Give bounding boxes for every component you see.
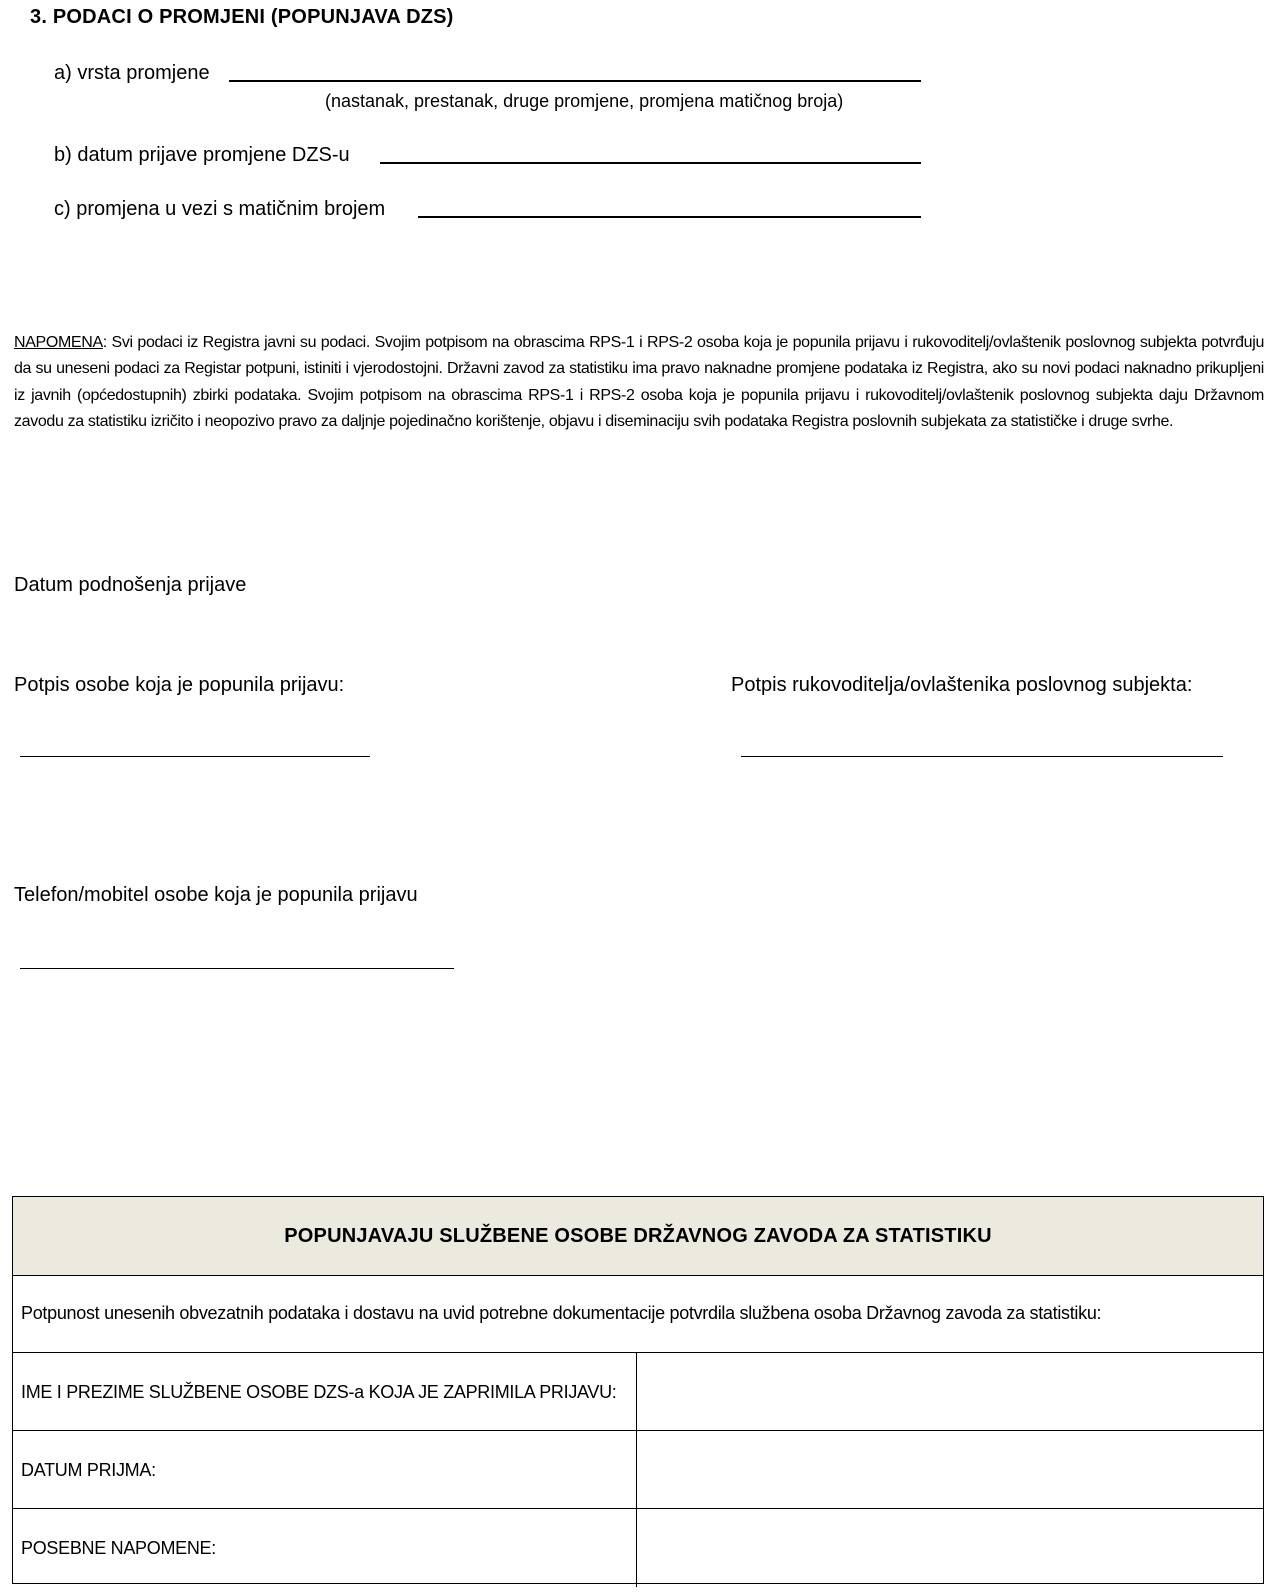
official-use-heading: POPUNJAVAJU SLUŽBENE OSOBE DRŽAVNOG ZAVODA ZA STATISTIKU [13, 1197, 1263, 1276]
phone-field[interactable] [20, 968, 454, 969]
legal-note [14, 330, 1264, 435]
section-3-title: 3. PODACI O PROMJENI (POPUNJAVA DZS) [30, 6, 454, 28]
change-type-field[interactable] [229, 80, 921, 82]
change-type-label: a) vrsta promjene [54, 62, 210, 84]
change-type-hint: (nastanak, prestanak, druge promjene, promjena matičnog broja) [325, 91, 844, 111]
note-text: : Svi podaci iz Registra javni su podaci. Svojim potpisom na obrascima RPS-1 i RPS-2 osoba koja je popunila prijavu i rukovoditelj/ovlaštenik poslovnog subjekta potvrđuju da su uneseni podaci za Registar potpuni, istiniti i vjerodostojni. Državni zavod za statistiku ima pravo naknadne promjene podataka iz Registra, ako su novi podaci naknadno prikupljeni iz javnih (općedostupnih) zbirki podataka. Svojim potpisom na obrascima RPS-1 i RPS-2 osoba koja je popunila prijavu i rukovoditelj/ovlaštenik poslovnog subjekta daju Državnom zavodu za statistiku izričito i neopozivo pravo za daljnje pojedinačno korištenje, objavu i diseminaciju svih podataka Registra poslovnih subjekata za statističke i druge svrhe. [14, 334, 1264, 430]
phone-label: Telefon/mobitel osobe koja je popunila prijavu [14, 884, 418, 906]
official-name-label: IME I PREZIME SLUŽBENE OSOBE DZS-a KOJA JE ZAPRIMILA PRIJAVU: [13, 1353, 637, 1430]
table-row [13, 1431, 1263, 1509]
special-notes-label: POSEBNE NAPOMENE: [13, 1509, 637, 1587]
manager-signature-label: Potpis rukovoditelja/ovlaštenika poslovnog subjekta: [731, 674, 1193, 696]
filler-signature-label: Potpis osobe koja je popunila prijavu: [14, 674, 345, 696]
registration-number-change-label: c) promjena u vezi s matičnim brojem [54, 198, 386, 220]
filler-signature-field[interactable] [20, 756, 370, 757]
official-use-table [12, 1196, 1264, 1584]
submission-date-label: Datum podnošenja prijave [14, 574, 247, 596]
change-date-field[interactable] [380, 162, 921, 164]
special-notes-field[interactable] [637, 1509, 1263, 1587]
note-label: NAPOMENA [14, 334, 103, 351]
receipt-date-field[interactable] [637, 1431, 1263, 1508]
official-confirmation-text: Potpunost unesenih obvezatnih podataka i dostavu na uvid potrebne dokumentacije potvrdila službena osoba Državnog zavoda za statistiku: [13, 1275, 1263, 1353]
official-name-field[interactable] [637, 1353, 1263, 1430]
table-row [13, 1353, 1263, 1431]
registration-number-change-field[interactable] [418, 216, 921, 218]
manager-signature-field[interactable] [741, 756, 1223, 757]
receipt-date-label: DATUM PRIJMA: [13, 1431, 637, 1508]
table-row [13, 1509, 1263, 1587]
change-date-label: b) datum prijave promjene DZS-u [54, 144, 350, 166]
